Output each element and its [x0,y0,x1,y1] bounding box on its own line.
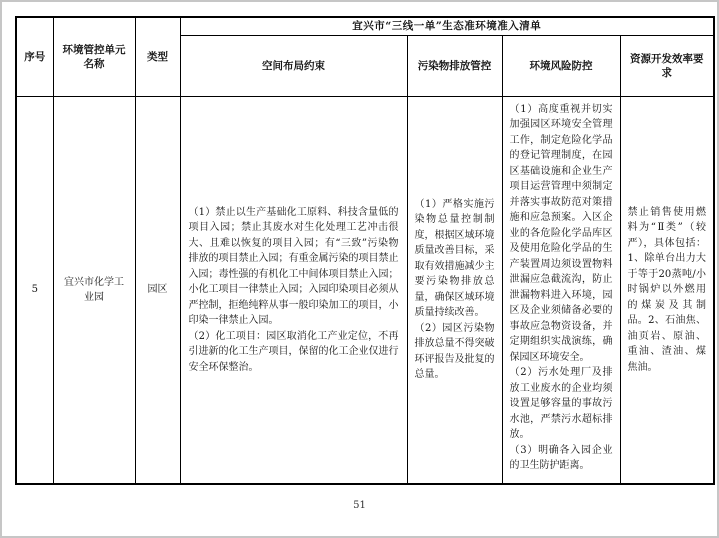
header-unit-name: 环境管控单元名称 [53,17,135,96]
paragraph: （1）严格实施污染物总量控制制度，根据区域环境质量改善目标，采取有效措施减少主要污染物排放总量，确保区域环境质量持续改善。 [414,198,495,319]
paragraph: （1）高度重视并切实加强园区环境安全管理工作，制定危险化学品的登记管理制度，在园区基础设施和企业生产项目运营管理中须制定并落实事故防范对策措施和应急预案。入区企业的各危险化学品库区及使用危险化学品的生产装置周边须设置物料泄漏应急截流沟，防止泄漏物料进入环境，园区及企业须储备必要的事故应急物资设备，并定期组织实战演练，确保园区环境安全。 [509,103,613,363]
cell-risk [502,96,620,484]
paragraph: 禁止销售使用燃料为“Ⅱ类”（较严），具体包括：1、除单台出力大于等于20蒸吨/小时锅炉以外燃用的煤炭及其制品。2、石油焦、油页岩、原油、重油、渣油、煤焦油。 [627,206,707,373]
cell-unit-name: 宜兴市化学工业园 [53,96,135,484]
cell-spatial [180,96,407,484]
paragraph: （2）园区污染物排放总量不得突破环评报告及批复的总量。 [414,322,495,381]
cell-pollutant [407,96,502,484]
header-index: 序号 [16,17,53,96]
paragraph: （2）污水处理厂及排放工业废水的企业均须设置足够容量的事故污水池，严禁污水超标排放。 [509,367,613,440]
cell-resource [620,96,714,484]
admission-list-table [15,16,715,485]
header-risk: 环境风险防控 [502,35,620,96]
paragraph: （1）禁止以生产基础化工原料、科技含量低的项目入园；禁止其废水对生化处理工艺冲击很大、且难以恢复的项目入园；有“三致”污染物排放的项目禁止入园；有重金属污染的项目禁止入园；毒性强的有机化工中间体项目禁止入园；小化工项目一律禁止入园；入园印染项目必须从严控制，拒绝纯粹从事一般印染加工的项目，小印染一律禁止入园。 [188,206,399,326]
header-spatial: 空间布局约束 [180,35,407,96]
header-type: 类型 [135,17,180,96]
table-title: 宜兴市“三线一单”生态准环境准入清单 [180,17,714,35]
paragraph: （2）化工项目：园区取消化工产业定位，不再引进新的化工生产项目，保留的化工企业仅进行安全环保整治。 [188,330,399,373]
page-number: 51 [353,500,366,511]
cell-type: 园区 [135,96,180,484]
cell-index: 5 [16,96,53,484]
header-resource: 资源开发效率要求 [620,35,714,96]
header-pollutant: 污染物排放管控 [407,35,502,96]
paragraph: （3）明确各入园企业的卫生防护距离。 [509,444,613,471]
table-row [16,96,714,484]
